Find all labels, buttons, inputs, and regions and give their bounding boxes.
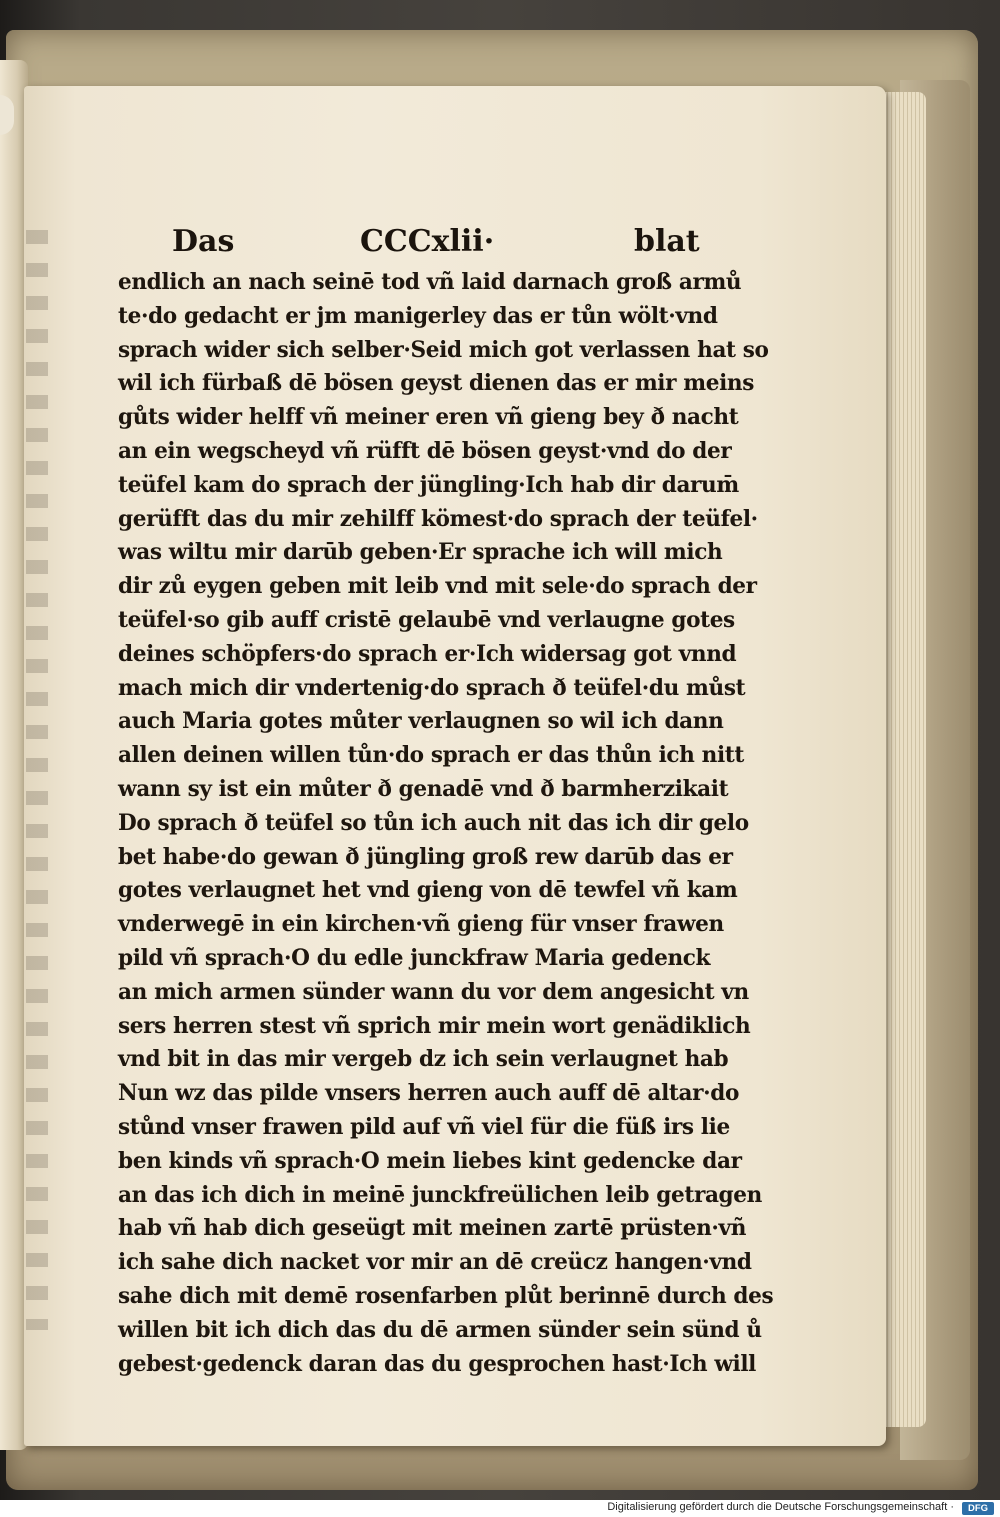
text-line: pild vñ sprach·O du edle junckfraw Maria gedenck <box>118 944 711 971</box>
text-line: ich sahe dich nacket vor mir an dē creücz hangen·vnd <box>118 1249 752 1276</box>
text-line: gebest·gedenck daran das du gesprochen hast·Ich will <box>118 1350 756 1377</box>
text-line: ben kinds vñ sprach·O mein liebes kint gedencke dar <box>118 1147 742 1174</box>
text-line: stůnd vnser frawen pild auf vñ viel für die füß irs lie <box>118 1113 730 1140</box>
funding-note: Digitalisierung gefördert durch die Deutsche Forschungsgemeinschaft · <box>607 1501 954 1513</box>
text-line: deines schöpfers·do sprach er·Ich widersag got vnnd <box>118 640 737 667</box>
text-line: teüfel·so gib auff cristē gelaubē vnd verlaugne gotes <box>118 606 735 633</box>
footer-bar <box>0 1500 1000 1517</box>
folio-number: CCCxlii· <box>360 224 495 259</box>
text-line: allen deinen willen tůn·do sprach er das thůn ich nitt <box>118 742 744 769</box>
text-line: Nun wz das pilde vnsers herren auch auff dē altar·do <box>118 1080 739 1107</box>
text-line: auch Maria gotes můter verlaugnen so wil ich dann <box>118 708 724 735</box>
text-line: hab vñ hab dich geseügt mit meinen zartē prüsten·vñ <box>118 1215 747 1242</box>
text-line: Do sprach ð teüfel so tůn ich auch nit das ich dir gelo <box>118 809 749 836</box>
text-line: willen bit ich dich das du dē armen sünder sein sünd ů <box>118 1316 762 1343</box>
dfg-logo: DFG <box>962 1502 994 1515</box>
text-line: sahe dich mit demē rosenfarben plůt berinnē durch des <box>118 1282 774 1309</box>
text-line: bet habe·do gewan ð jüngling groß rew darūb das er <box>118 843 733 870</box>
text-line: an ein wegscheyd vñ rüfft dē bösen geyst·vnd do der <box>118 437 732 464</box>
text-line: te·do gedacht er jm manigerley das er tůn wölt·vnd <box>118 302 718 329</box>
header-right: blat <box>634 224 700 259</box>
text-line: vnd bit in das mir vergeb dz ich sein verlaugnet hab <box>118 1046 729 1073</box>
body-text <box>118 266 774 1381</box>
text-line: dir zů eygen geben mit leib vnd mit sele·do sprach der <box>118 573 757 600</box>
text-line: an mich armen sünder wann du vor dem angesicht vn <box>118 978 749 1005</box>
text-line: vnderwegē in ein kirchen·vñ gieng für vnser frawen <box>118 911 724 938</box>
text-line: endlich an nach seinē tod vñ laid darnach groß armů <box>118 269 742 295</box>
page-header <box>172 224 702 268</box>
text-line: gerüfft das du mir zehilff kömest·do sprach der teüfel· <box>118 505 758 532</box>
text-line: gůts wider helff vñ meiner eren vñ gieng bey ð nacht <box>118 404 739 431</box>
text-line: was wiltu mir darūb geben·Er sprache ich will mich <box>118 539 723 566</box>
text-line: gotes verlaugnet het vnd gieng von dē tewfel vñ kam <box>118 877 738 904</box>
text-line: sprach wider sich selber·Seid mich got verlassen hat so <box>118 336 769 363</box>
text-line: mach mich dir vndertenig·do sprach ð teüfel·du můst <box>118 674 746 701</box>
text-line: wann sy ist ein můter ð genadē vnd ð barmherzikait <box>118 775 729 802</box>
text-line: sers herren stest vñ sprich mir mein wort genädiklich <box>118 1012 751 1039</box>
text-line: an das ich dich in meinē junckfreülichen leib getragen <box>118 1181 762 1208</box>
header-left: Das <box>172 224 235 259</box>
facing-page-text-bleed <box>26 230 48 1330</box>
text-line: wil ich fürbaß dē bösen geyst dienen das er mir meins <box>118 370 754 397</box>
text-line: teüfel kam do sprach der jüngling·Ich hab dir darum̄ <box>118 471 739 498</box>
